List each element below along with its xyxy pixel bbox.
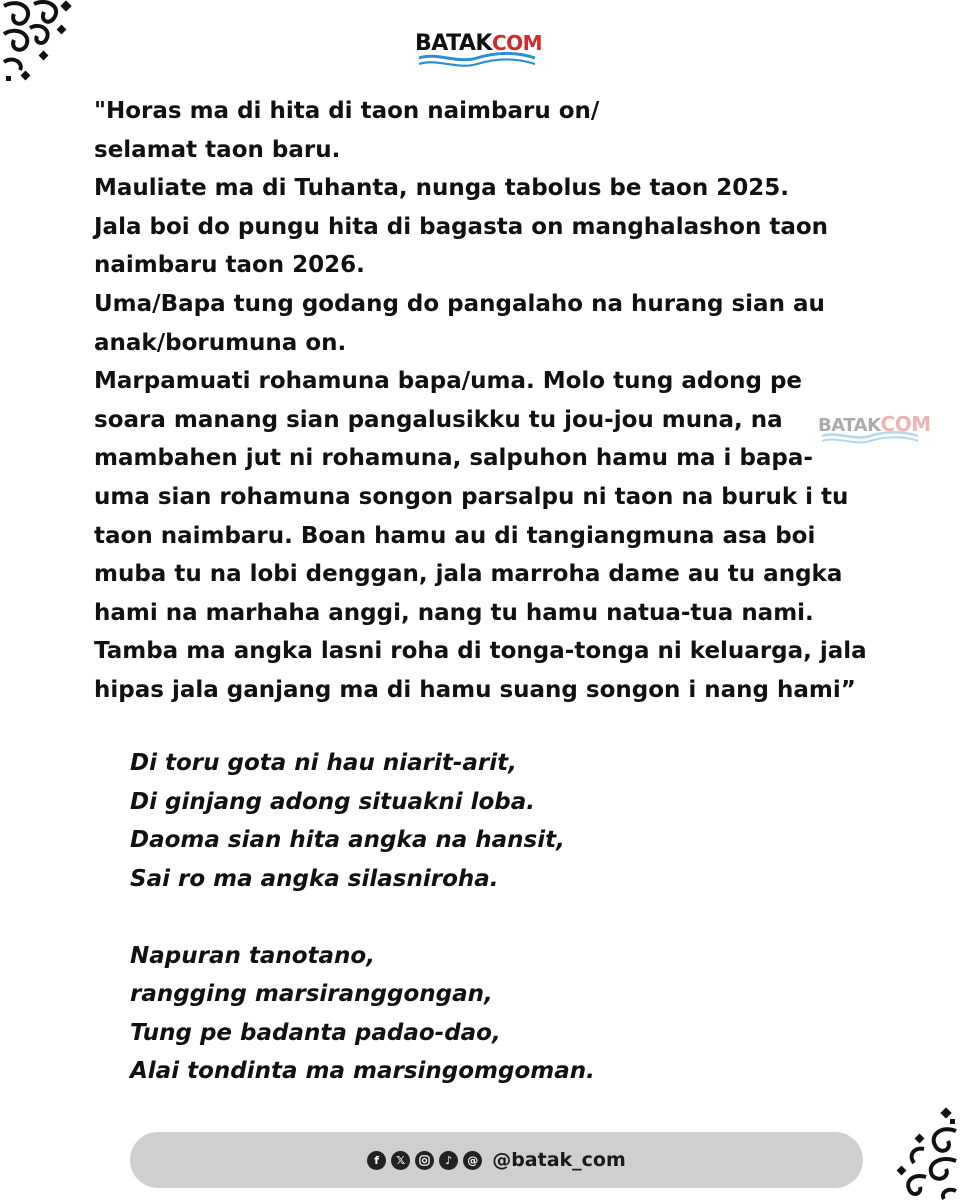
message-line: taon naimbaru. Boan hamu au di tangiangmuna asa boi: [94, 522, 816, 549]
poem-line: Di ginjang adong situakni loba.: [130, 788, 536, 815]
poem-line: Napuran tanotano,: [130, 942, 375, 969]
message-line: "Horas ma di hita di taon naimbaru on/: [94, 98, 600, 124]
message-line: hami na marhaha anggi, nang tu hamu natua-tua nami.: [94, 599, 814, 626]
message-line: Tamba ma angka lasni roha di tonga-tonga ni keluarga, jala: [94, 638, 867, 665]
social-footer: [130, 1132, 863, 1188]
tiktok-icon[interactable]: ♪: [439, 1151, 458, 1170]
x-icon[interactable]: 𝕏: [391, 1151, 410, 1170]
umpasa-poem: [130, 744, 830, 1091]
logo-wave-icon: [417, 52, 537, 70]
poem-stanza-2: [130, 937, 830, 1091]
logo-text-suffix: COM: [491, 31, 543, 55]
social-handle[interactable]: @batak_com: [492, 1149, 626, 1171]
watermark-text-main: BATAK: [818, 415, 881, 436]
message-line: naimbaru taon 2026.: [94, 252, 365, 279]
message-line: soara manang sian pangalusikku tu jou-jou muna, na: [94, 406, 783, 433]
poem-stanza-1: [130, 744, 830, 898]
corner-ornament-bottom-right: [890, 1105, 960, 1200]
message-line: Marpamuati rohamuna bapa/uma. Molo tung adong pe: [94, 368, 803, 395]
instagram-icon[interactable]: [415, 1151, 434, 1170]
social-icons: [367, 1151, 482, 1170]
message-line: Mauliate ma di Tuhanta, nunga tabolus be taon 2025.: [94, 175, 789, 202]
poem-line: Alai tondinta ma marsingomgoman.: [130, 1058, 595, 1084]
message-line: uma sian rohamuna songon parsalpu ni taon na buruk i tu: [94, 483, 849, 510]
message-line: Uma/Bapa tung godang do pangalaho na hurang sian au: [94, 290, 825, 317]
logo-text-main: BATAK: [415, 31, 492, 56]
poem-line: Daoma sian hita angka na hansit,: [130, 827, 565, 853]
watermark-wave-icon: [820, 431, 920, 445]
message-line: hipas jala ganjang ma di hamu suang songon i nang hami”: [94, 676, 856, 703]
poem-line: Di toru gota ni hau niarit-arit,: [130, 750, 517, 776]
facebook-icon[interactable]: f: [367, 1151, 386, 1170]
message-line: mambahen jut ni rohamuna, salpuhon hamu ma i bapa-: [94, 445, 813, 472]
watermark-text-suffix: COM: [880, 412, 931, 436]
message-line: Jala boi do pungu hita di bagasta on manghalashon taon: [94, 213, 829, 240]
corner-ornament-top-left: [0, 0, 80, 82]
poem-line: Sai ro ma angka silasniroha.: [130, 865, 499, 892]
message-line: selamat taon baru.: [94, 136, 341, 163]
threads-icon[interactable]: @: [463, 1151, 482, 1170]
message-line: anak/borumuna on.: [94, 329, 347, 356]
watermark-logo: [818, 412, 931, 448]
brand-logo: [415, 30, 545, 74]
new-year-message: [94, 92, 914, 710]
poem-line: Tung pe badanta padao-dao,: [130, 1019, 501, 1046]
message-line: muba tu na lobi denggan, jala marroha dame au tu angka: [94, 561, 843, 588]
poem-line: rangging marsiranggongan,: [130, 981, 493, 1007]
